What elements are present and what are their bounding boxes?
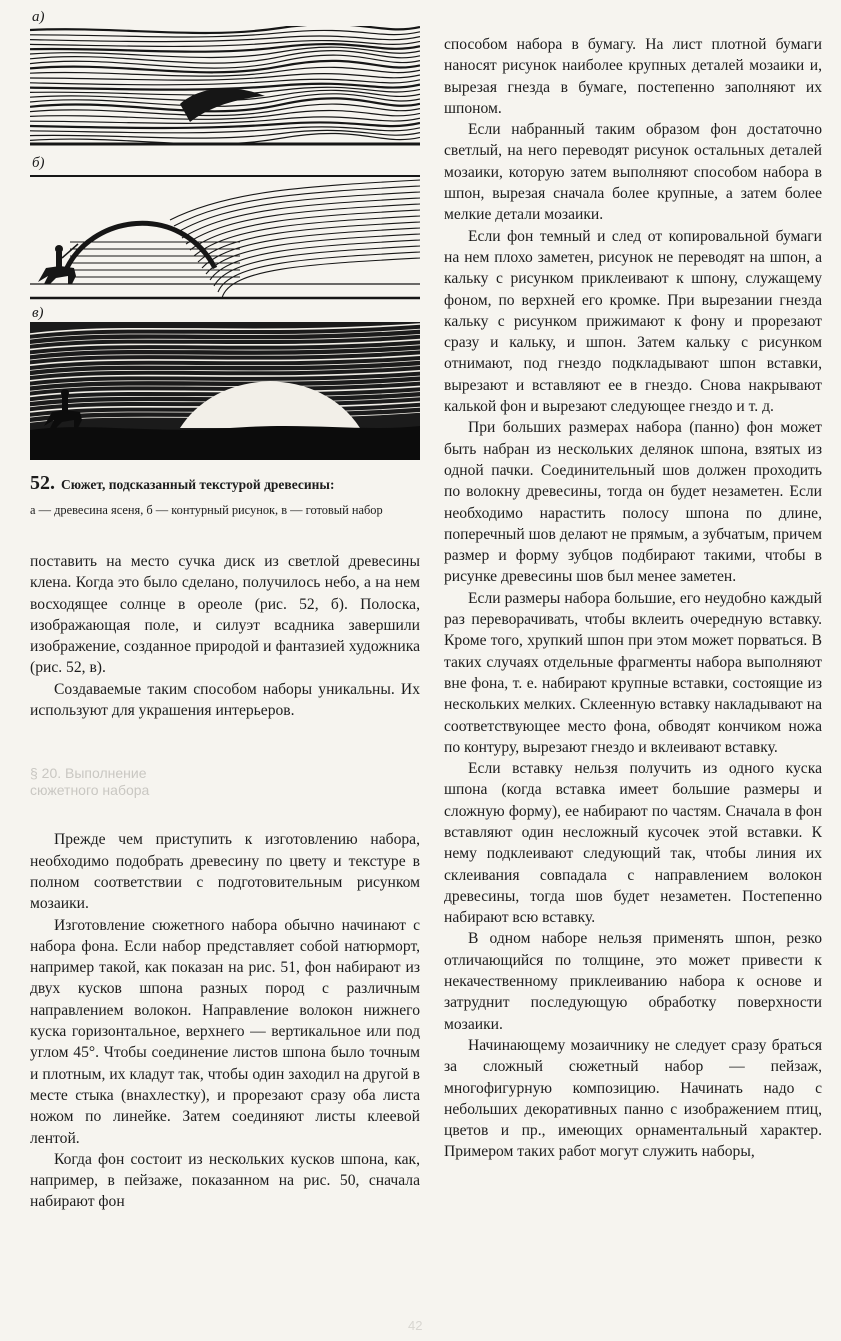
paragraph: Когда фон состоит из нескольких кусков шпона, как, например, в пейзаже, показанном на рис. 50, сначала набирают фон [30, 1150, 420, 1211]
paragraph: поставить на место сучка диск из светлой древесины клена. Когда это было сделано, получилось небо, а на нем восходящее солнце в ореоле (рис. 52, б). Полоска, изображающая поле, и силуэт всадника завершили изображение, созданное природой и фантазией художника (рис. 52, в). [30, 553, 420, 677]
figure-caption-subtitle: а — древесина ясеня, б — контурный рисунок, в — готовый набор [30, 503, 383, 517]
figure-number: 52. [30, 472, 55, 494]
section-heading-line-2: сюжетного набора [30, 782, 150, 799]
section-heading [30, 765, 420, 799]
figure-panel-contour-drawing [30, 172, 420, 302]
figure-panel-finished-inlay [30, 322, 420, 460]
figure-title: Сюжет, подсказанный текстурой древесины: [61, 477, 335, 492]
paragraph: Начинающему мозаичнику не следует сразу браться за сложный сюжетный набор — пейзаж, многофигурную композицию. Начинать надо с небольших декоративных панно с изображением птиц, цветов и пр., имеющих орнаментальный характер. Примером таких работ могут служить наборы, [444, 1036, 822, 1161]
left-text-block-2 [30, 829, 420, 1212]
paragraph: Прежде чем приступить к изготовлению набора, необходимо подобрать древесину по цвету и текстуре в полном соответствии с подготовительным рисунком мозаики. [30, 831, 420, 913]
page-number: 42 [408, 1318, 423, 1333]
paragraph: При больших размерах набора (панно) фон может быть набран из нескольких делянок шпона, взятых из одной пачки. Соединительный шов должен проходить по волокну древесины, тогда он будет незаметен. Если необходимо нарастить полосу шпона по длине, поперечный шов делают не прямым, а зубчатым, причем размер и форму зубцов подбирают такими, чтобы в рисунке древесины шов был менее заметен. [444, 419, 822, 586]
right-column [444, 34, 822, 1163]
paragraph: Если набранный таким образом фон достаточно светлый, на него переводят рисунок остальных деталей мозаики, которую затем выполняют способом набора в шпон, вырезая сначала более крупные, а затем более мелкие детали мозаики. [444, 121, 822, 224]
figure-panel-wood-grain [30, 26, 420, 150]
left-column [30, 0, 420, 1213]
paragraph: способом набора в бумагу. На лист плотной бумаги наносят рисунок наиболее крупных деталей мозаики и, вырезая гнезда в бумаге, постепенно заполняют их шпоном. [444, 36, 822, 117]
figure-caption-title [30, 474, 420, 494]
figure-label-a: а) [32, 9, 45, 25]
section-heading-line-1: § 20. Выполнение [30, 765, 147, 782]
paragraph: Создаваемые таким способом наборы уникальны. Их используют для украшения интерьеров. [30, 680, 420, 720]
paragraph: В одном наборе нельзя применять шпон, резко отличающийся по толщине, это может привести к некачественному приклеиванию набора к основе и затруднит последующую обработку поверхности мозаики. [444, 930, 822, 1033]
paragraph: Если фон темный и след от копировальной бумаги на нем плохо заметен, рисунок не переводят на шпон, а кальку с рисунком приклеивают к шпону, служащему фоном, по верхней его кромке. При вырезании гнезда кальку с рисунком прижимают к фону и прорезают сразу и кальку, и шпон. Затем кальку с рисунком отнимают, под гнездо подкладывают шпон вставки, вырезают и вставляют ее в гнездо. Снова накрывают калькой фон и вырезают следующее гнездо и т. д. [444, 227, 822, 416]
left-text-block-1 [30, 551, 420, 721]
paragraph: Если вставку нельзя получить из одного куска шпона (когда вставка имеет большие размеры и сложную форму), ее набирают по частям. Сначала в фон вставляют один несложный кусочек этой вставки. К нему подклеивают следующий так, чтобы линия их склеивания совпадала с направлением волокон древесины, тогда шов будет незаметен. Постепенно набирают всю вставку. [444, 760, 822, 927]
paragraph: Если размеры набора большие, его неудобно каждый раз переворачивать, чтобы вклеить очередную вставку. Кроме того, хрупкий шпон при этом может порваться. В таких случаях отдельные фрагменты набора выполняют вне фона, т. е. набирают крупные вставки, состоящие из нескольких мелких. Склеенную вставку накладывают на соответствующее место фона, обводят кончиком ножа по контуру, вырезают гнездо и вклеивают вставку. [444, 589, 822, 756]
figure-label-b: б) [32, 155, 45, 171]
paragraph: Изготовление сюжетного набора обычно начинают с набора фона. Если набор представляет собой натюрморт, например такой, как показан на рис. 51, фон набирают из двух кусков шпона разных пород с различным направлением волокон. Направление волокон нижнего куска горизонтальное, верхнего — вертикальное или под углом 45°. Чтобы соединение листов шпона было точным и плотным, их кладут так, чтобы один заходил на другой в месте стыка (внахлестку), и прорезают сразу оба листа ножом по линейке. Затем соединяют листы клеевой лентой. [30, 916, 420, 1147]
figure-label-c: в) [32, 305, 44, 321]
